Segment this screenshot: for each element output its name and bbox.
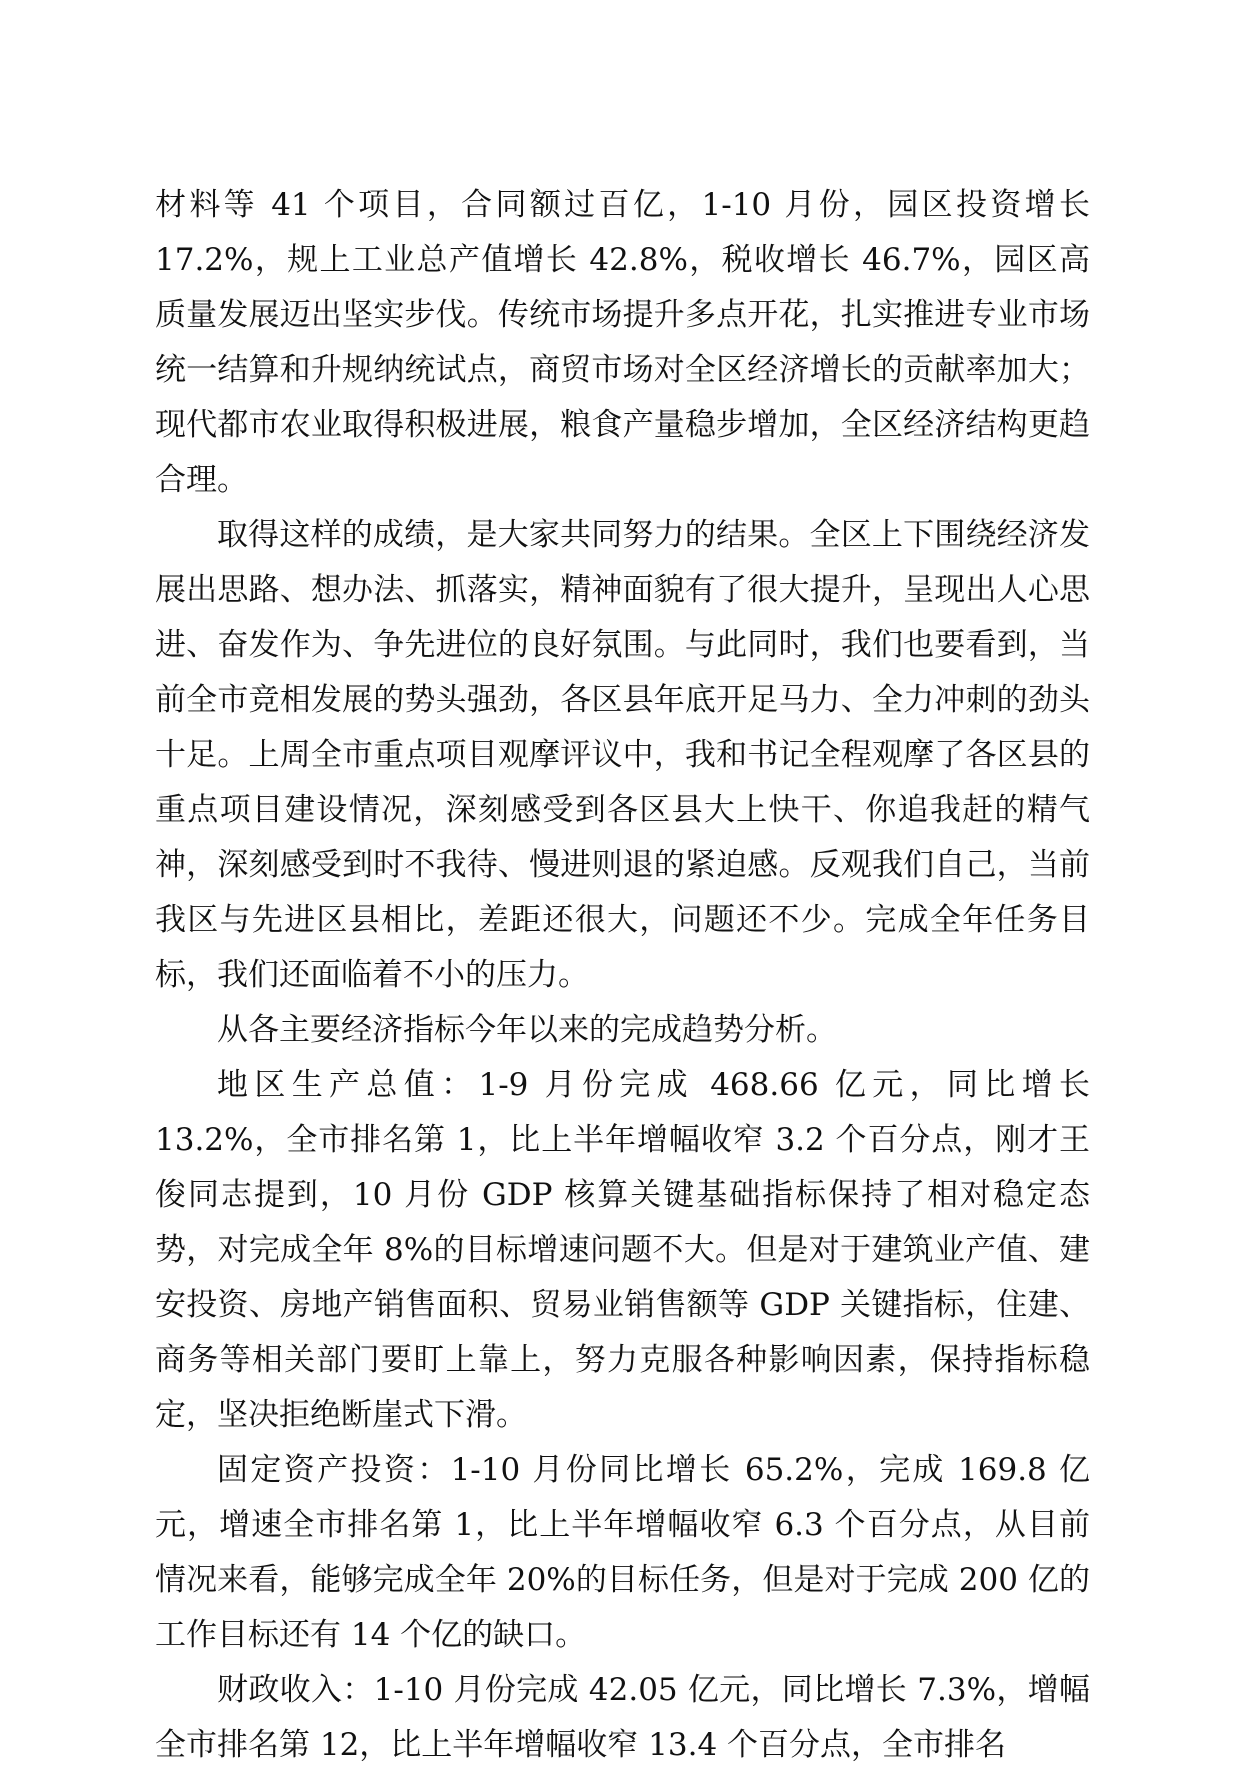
paragraph-6: 财政收入：1-10 月份完成 42.05 亿元，同比增长 7.3%，增幅全市排名第 12，比上半年增幅收窄 13.4 个百分点，全市排名	[155, 1672, 1090, 1763]
paragraph-5: 固定资产投资：1-10 月份同比增长 65.2%，完成 169.8 亿元，增速全市排名第 1，比上半年增幅收窄 6.3 个百分点，从目前情况来看，能够完成全年 20%的目标任务，但是对于完成 200 亿的工作目标还有 14 个亿的缺口。	[155, 1452, 1090, 1653]
document-body	[155, 178, 1090, 1773]
paragraph-1: 材料等 41 个项目，合同额过百亿，1-10 月份，园区投资增长 17.2%，规上工业总产值增长 42.8%，税收增长 46.7%，园区高质量发展迈出坚实步伐。传统市场提升多点开花，扎实推进专业市场统一结算和升规纳统试点，商贸市场对全区经济增长的贡献率加大；现代都市农业取得积极进展，粮食产量稳步增加，全区经济结构更趋合理。	[155, 187, 1090, 498]
paragraph-4: 地区生产总值：1-9 月份完成 468.66 亿元，同比增长 13.2%，全市排名第 1，比上半年增幅收窄 3.2 个百分点，刚才王俊同志提到，10 月份 GDP 核算关键基础指标保持了相对稳定态势，对完成全年 8%的目标增速问题不大。但是对于建筑业产值、建安投资、房地产销售面积、贸易业销售额等 GDP 关键指标，住建、商务等相关部门要盯上靠上，努力克服各种影响因素，保持指标稳定，坚决拒绝断崖式下滑。	[155, 1067, 1090, 1433]
paragraph-3: 从各主要经济指标今年以来的完成趋势分析。	[217, 1012, 837, 1048]
paragraph-2: 取得这样的成绩，是大家共同努力的结果。全区上下围绕经济发展出思路、想办法、抓落实，精神面貌有了很大提升，呈现出人心思进、奋发作为、争先进位的良好氛围。与此同时，我们也要看到，当前全市竞相发展的势头强劲，各区县年底开足马力、全力冲刺的劲头十足。上周全市重点项目观摩评议中，我和书记全程观摩了各区县的重点项目建设情况，深刻感受到各区县大上快干、你追我赶的精气神，深刻感受到时不我待、慢进则退的紧迫感。反观我们自己，当前我区与先进区县相比，差距还很大，问题还不少。完成全年任务目标，我们还面临着不小的压力。	[155, 517, 1090, 993]
